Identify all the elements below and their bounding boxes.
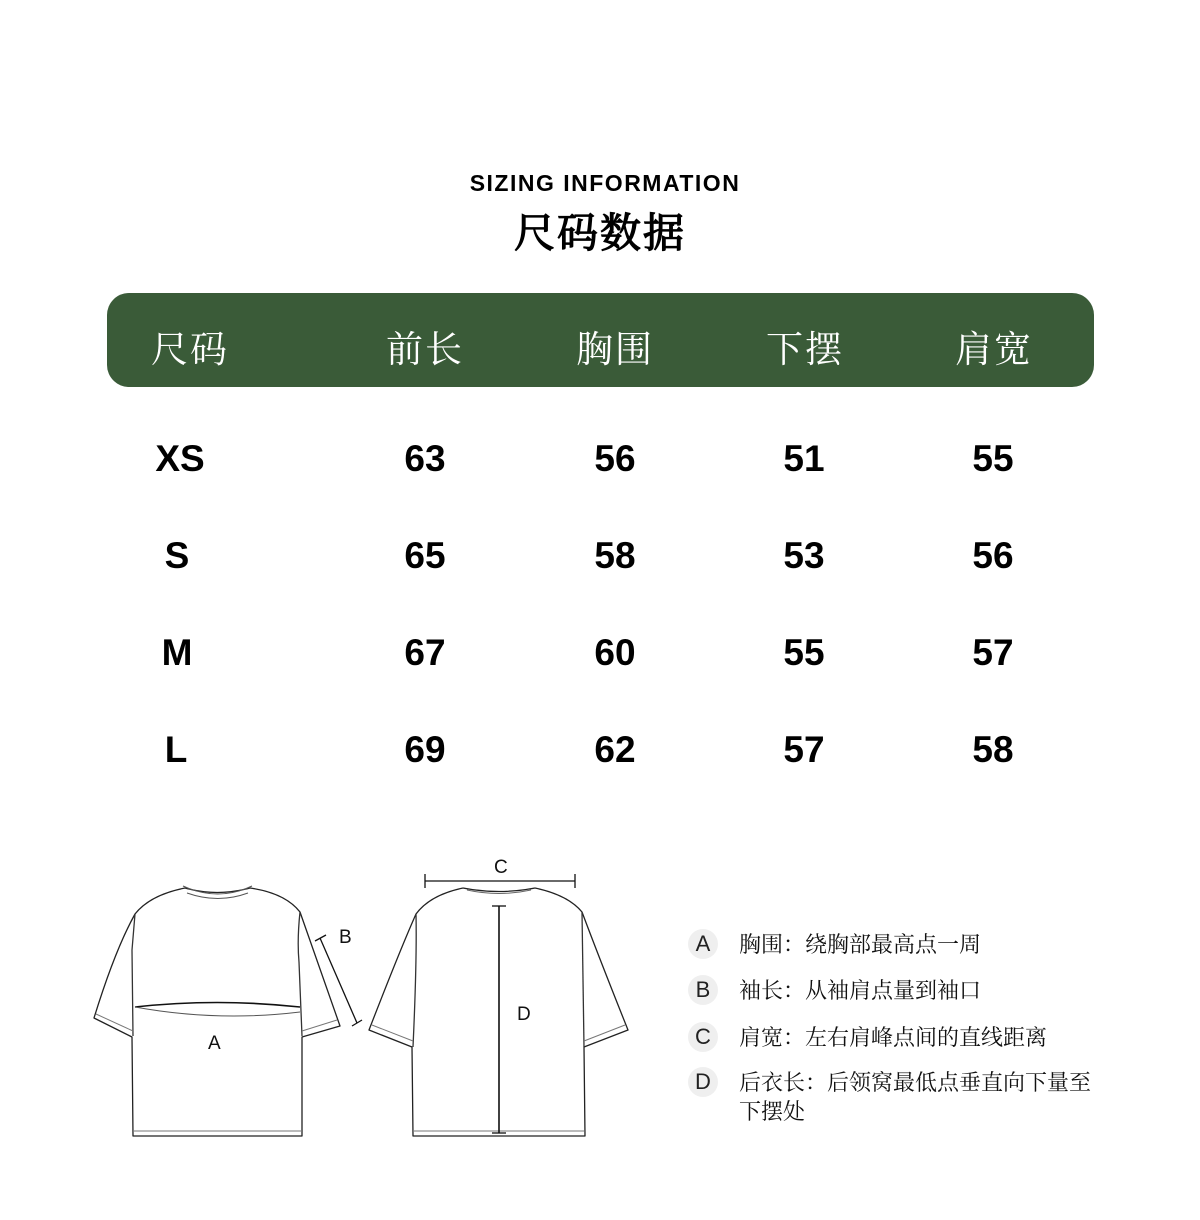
cell-hem: 57 xyxy=(783,729,825,770)
cell-shoulder: 58 xyxy=(972,729,1014,770)
cell-front-length: 65 xyxy=(404,535,446,576)
cell-size: S xyxy=(164,535,190,576)
cell-hem: 51 xyxy=(783,438,825,479)
cell-hem: 53 xyxy=(783,535,825,576)
cell-chest: 58 xyxy=(594,535,636,576)
header-size: 尺码 xyxy=(151,328,229,371)
diagram-label-a: A xyxy=(208,1033,221,1054)
cell-size: XS xyxy=(155,438,205,479)
cell-size: M xyxy=(161,632,193,673)
cell-size: L xyxy=(164,729,188,770)
cell-chest: 56 xyxy=(594,438,636,479)
cell-chest: 60 xyxy=(594,632,636,673)
cell-chest: 62 xyxy=(594,729,636,770)
legend-text: 袖长：从袖肩点量到袖口 xyxy=(739,979,982,1004)
legend-badge: A xyxy=(688,929,718,959)
cell-shoulder: 56 xyxy=(972,535,1014,576)
cell-hem: 55 xyxy=(783,632,825,673)
legend-badge: C xyxy=(688,1022,718,1052)
header-shoulder: 肩宽 xyxy=(955,328,1033,371)
cell-front-length: 67 xyxy=(404,632,446,673)
header-front-length: 前长 xyxy=(386,328,464,371)
legend-text: 胸围：绕胸部最高点一周 xyxy=(739,933,982,958)
cell-shoulder: 57 xyxy=(972,632,1014,673)
legend-text: 肩宽：左右肩峰点间的直线距离 xyxy=(739,1026,1048,1051)
diagram-label-c: C xyxy=(494,857,508,878)
tshirt-front-illustration xyxy=(94,886,340,1136)
diagram-label-d: D xyxy=(517,1004,531,1025)
legend-badge: B xyxy=(688,975,718,1005)
header-chest: 胸围 xyxy=(576,328,654,371)
page-title-cn: 尺码数据 xyxy=(514,209,686,257)
diagram-label-b: B xyxy=(339,927,352,948)
legend-badge: D xyxy=(688,1067,718,1097)
cell-front-length: 63 xyxy=(404,438,446,479)
cell-front-length: 69 xyxy=(404,729,446,770)
cell-shoulder: 55 xyxy=(972,438,1014,479)
page-title-en: SIZING INFORMATION xyxy=(469,170,741,196)
header-hem: 下摆 xyxy=(766,328,844,371)
legend-text: 后衣长：后领窝最低点垂直向下量至下摆处 xyxy=(739,1071,1092,1125)
